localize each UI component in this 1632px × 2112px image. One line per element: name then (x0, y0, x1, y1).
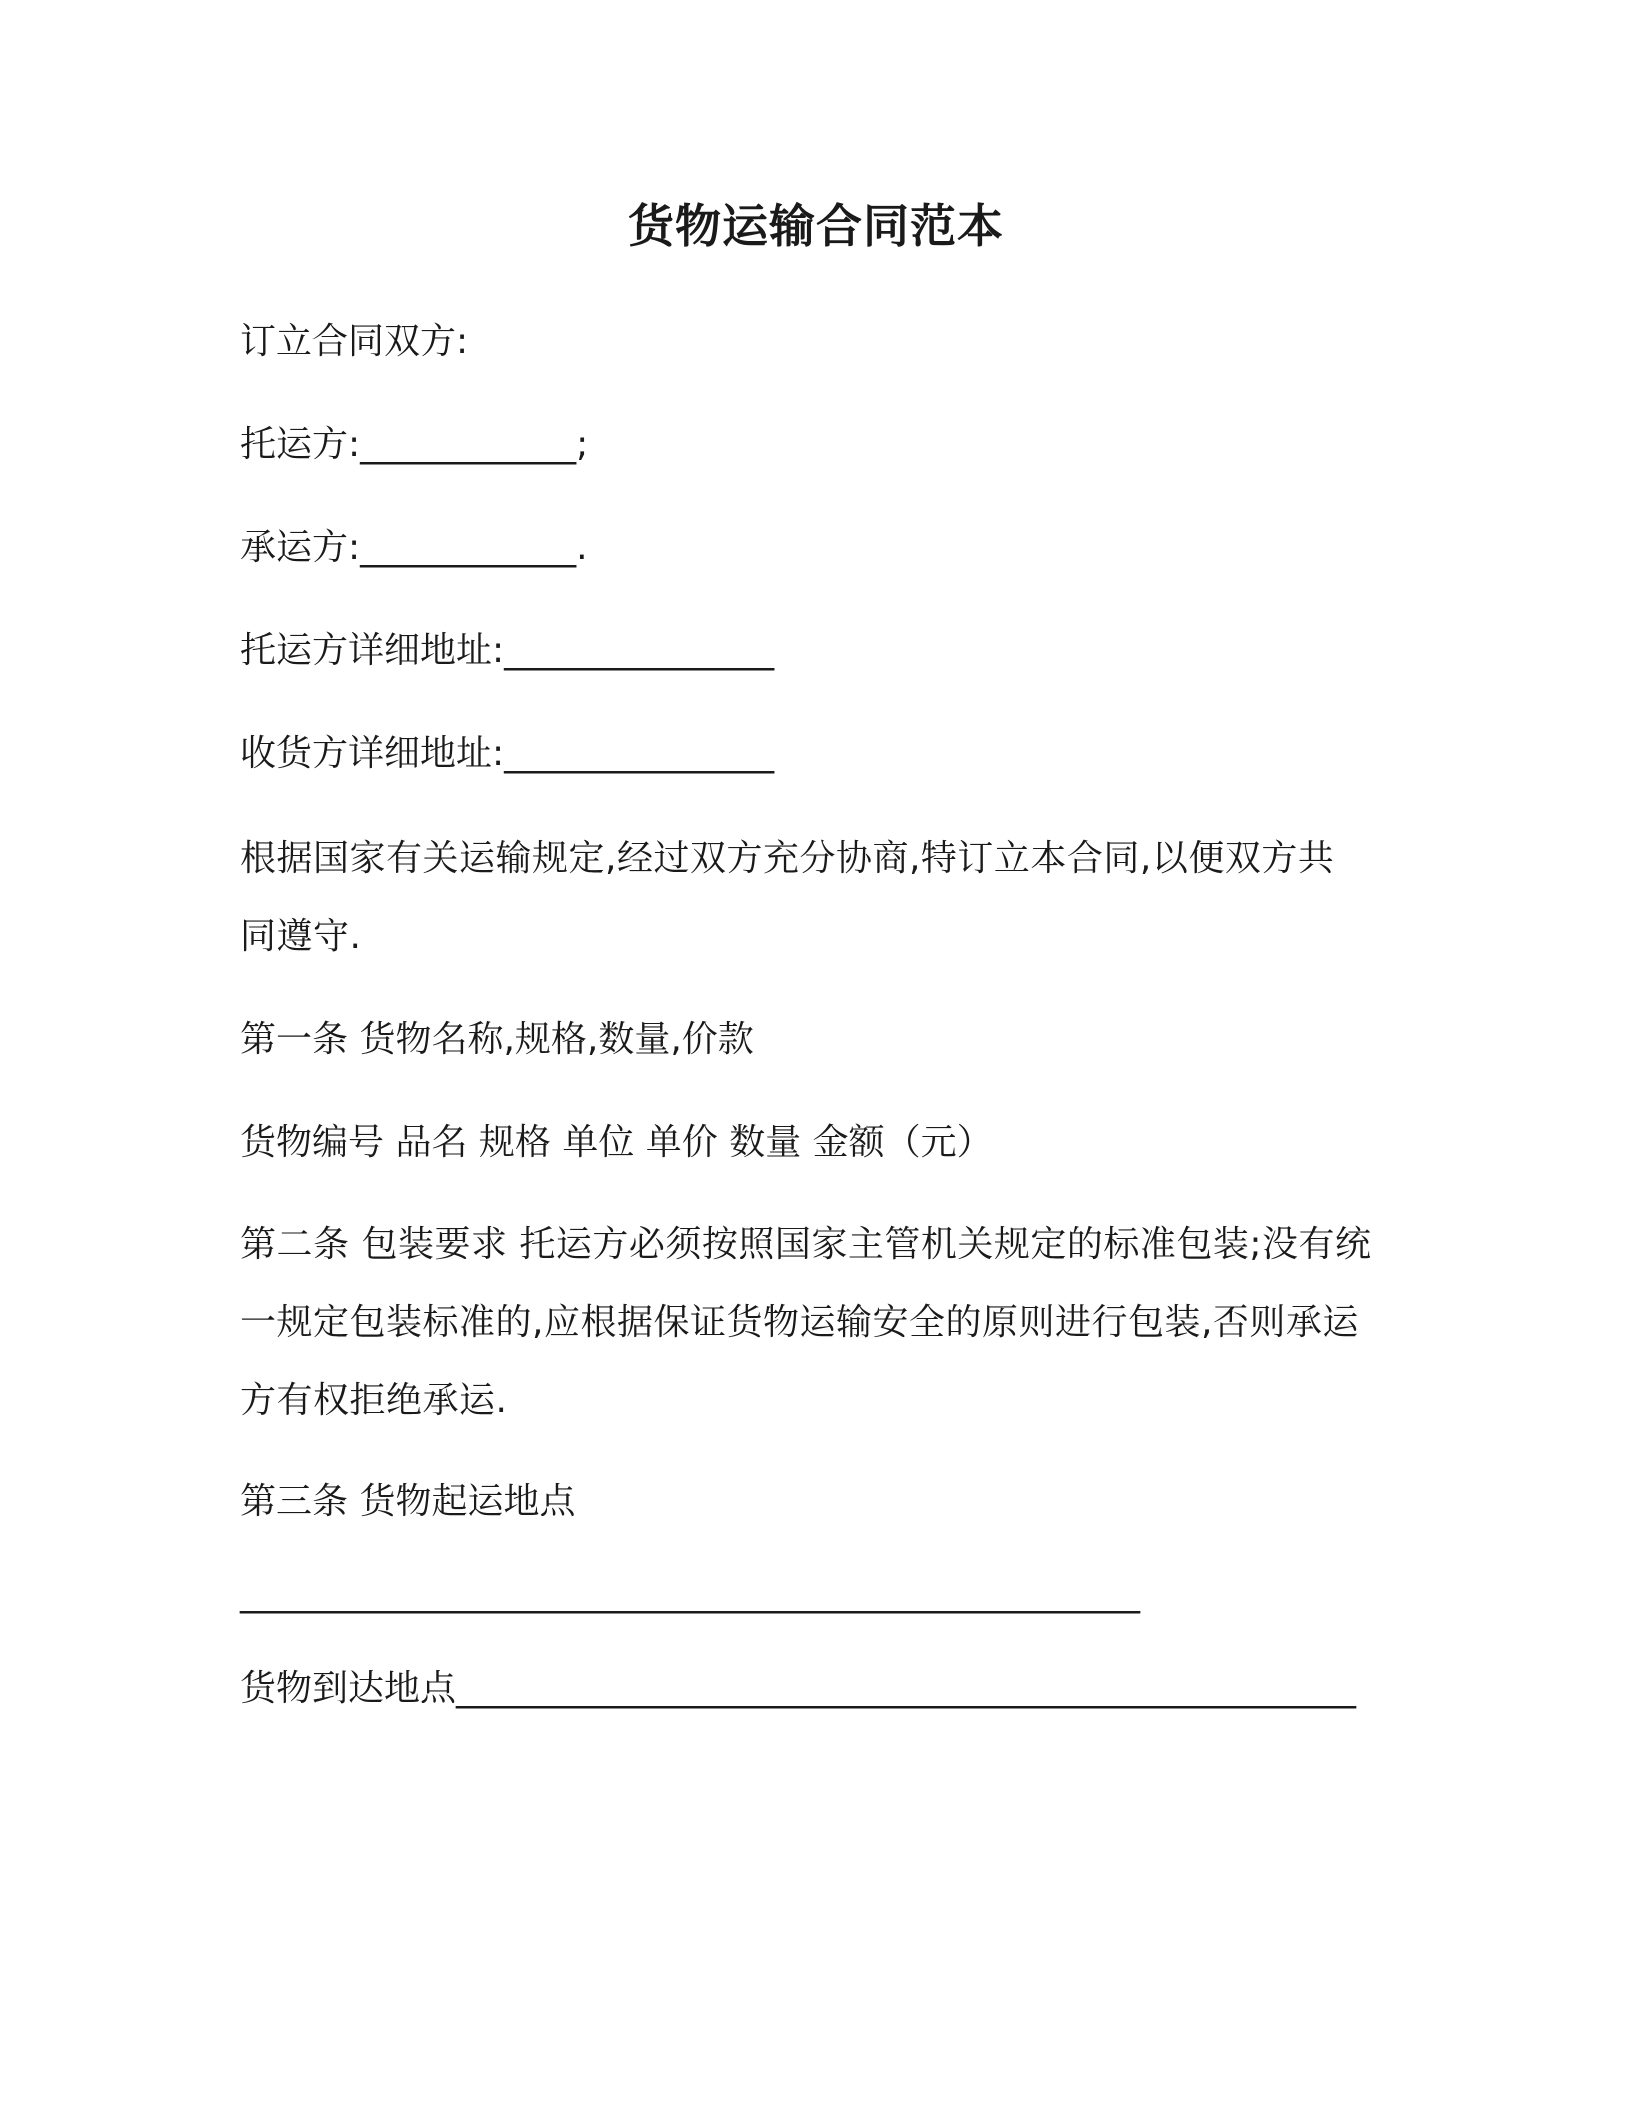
article1-heading: 第一条 货物名称,规格,数量,价款 (240, 1019, 754, 1060)
parties-heading: 订立合同双方: (240, 321, 469, 362)
consignee-address-line: 收货方详细地址:_______________ (240, 733, 775, 774)
carrier-line: 承运方:____________. (240, 527, 588, 568)
article2-line: 一规定包装标准的,应根据保证货物运输安全的原则进行包装,否则承运 (240, 1302, 1359, 1343)
destination-line: 货物到达地点__________________________________________________ (240, 1668, 1357, 1709)
preamble-line: 同遵守. (240, 916, 362, 957)
page-title: 货物运输合同范本 (628, 199, 1004, 253)
shipper-line: 托运方:____________; (240, 424, 589, 465)
preamble-paragraph (240, 820, 1390, 976)
preamble-line: 根据国家有关运输规定,经过双方充分协商,特订立本合同,以便双方共 (240, 838, 1335, 879)
table-header-line: 货物编号 品名 规格 单位 单价 数量 金额（元） (240, 1122, 993, 1163)
article2-paragraph (240, 1206, 1390, 1440)
shipper-address-line: 托运方详细地址:_______________ (240, 630, 775, 671)
article2-line: 第二条 包装要求 托运方必须按照国家主管机关规定的标准包装;没有统 (240, 1224, 1372, 1265)
article3-heading: 第三条 货物起运地点 (240, 1481, 576, 1522)
origin-blank-line: __________________________________________________ (240, 1573, 1140, 1614)
article2-line: 方有权拒绝承运. (240, 1380, 508, 1421)
